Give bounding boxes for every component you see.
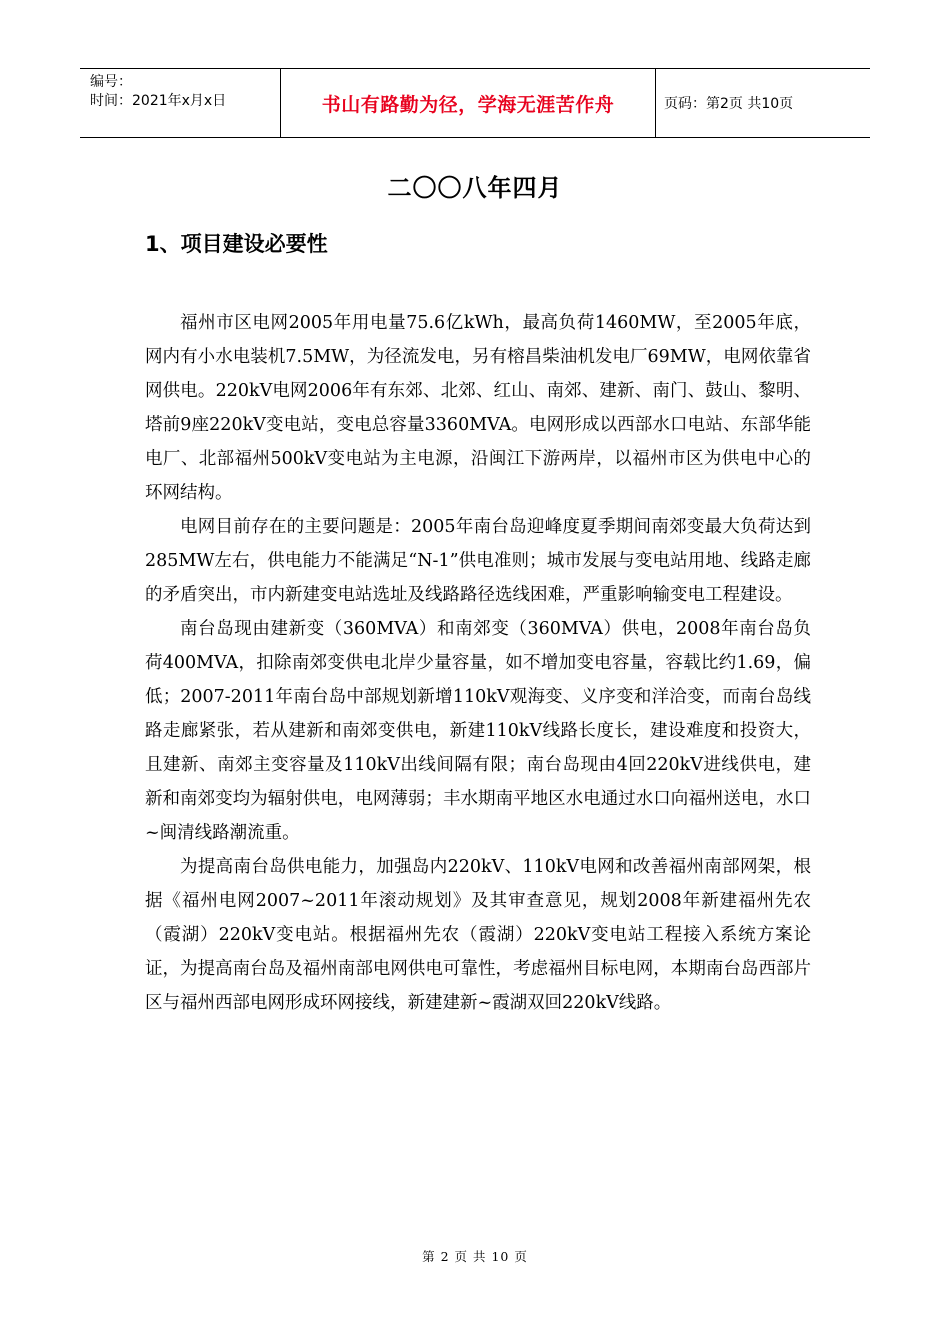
header-meta-cell <box>80 69 281 137</box>
number-label: 编号： <box>90 74 132 90</box>
paragraph: 为提高南台岛供电能力，加强岛内220kV、110kV电网和改善福州南部网架，根据《福州电网2007~2011年滚动规划》及其审查意见，规划2008年新建福州先农（霞湖）220kV变电站。根据福州先农（霞湖）220kV变电站工程接入系统方案论证，为提高南台岛及福州南部电网供电可靠性，考虑福州目标电网，本期南台岛西部片区与福州西部电网形成环网接线，新建建新~霞湖双回220kV线路。 <box>145 857 811 1013</box>
header-motto-cell <box>281 69 656 137</box>
paragraph: 南台岛现由建新变（360MVA）和南郊变（360MVA）供电，2008年南台岛负荷400MVA，扣除南郊变供电北岸少量容量，如不增加变电容量，容载比约1.69，偏低；2007-2011年南台岛中部规划新增110kV观海变、义序变和洋洽变，而南台岛线路走廊紧张，若从建新和南郊变供电，新建110kV线路长度长，建设难度和投资大，且建新、南郊主变容量及110kV出线间隔有限；南台岛现由4回220kV进线供电，建新和南郊变均为辐射供电，电网薄弱；丰水期南平地区水电通过水口向福州送电，水口~闽清线路潮流重。 <box>145 619 811 843</box>
document-title: 二〇〇八年四月 <box>387 174 563 202</box>
page-header <box>80 68 870 138</box>
page-footer: 第 2 页 共 10 页 <box>422 1249 528 1264</box>
header-page-cell <box>656 69 870 137</box>
date-label: 时间：2021年x月x日 <box>90 93 227 109</box>
body-text <box>145 306 811 1020</box>
paragraph: 福州市区电网2005年用电量75.6亿kWh，最高负荷1460MW，至2005年底，网内有小水电装机7.5MW，为径流发电，另有榕昌柴油机发电厂69MW，电网依靠省网供电。220kV电网2006年有东郊、北郊、红山、南郊、建新、南门、鼓山、黎明、塔前9座220kV变电站，变电总容量3360MVA。电网形成以西部水口电站、东部华能电厂、北部福州500kV变电站为主电源，沿闽江下游两岸，以福州市区为供电中心的环网结构。 <box>145 313 811 503</box>
paragraph: 电网目前存在的主要问题是：2005年南台岛迎峰度夏季期间南郊变最大负荷达到285MW左右，供电能力不能满足“N-1”供电准则；城市发展与变电站用地、线路走廊的矛盾突出，市内新建变电站选址及线路路径选线困难，严重影响输变电工程建设。 <box>145 517 811 605</box>
section-heading: 1、项目建设必要性 <box>145 232 328 256</box>
motto-text: 书山有路勤为径，学海无涯苦作舟 <box>321 93 615 116</box>
page-info: 页码：第2页 共10页 <box>664 96 794 112</box>
